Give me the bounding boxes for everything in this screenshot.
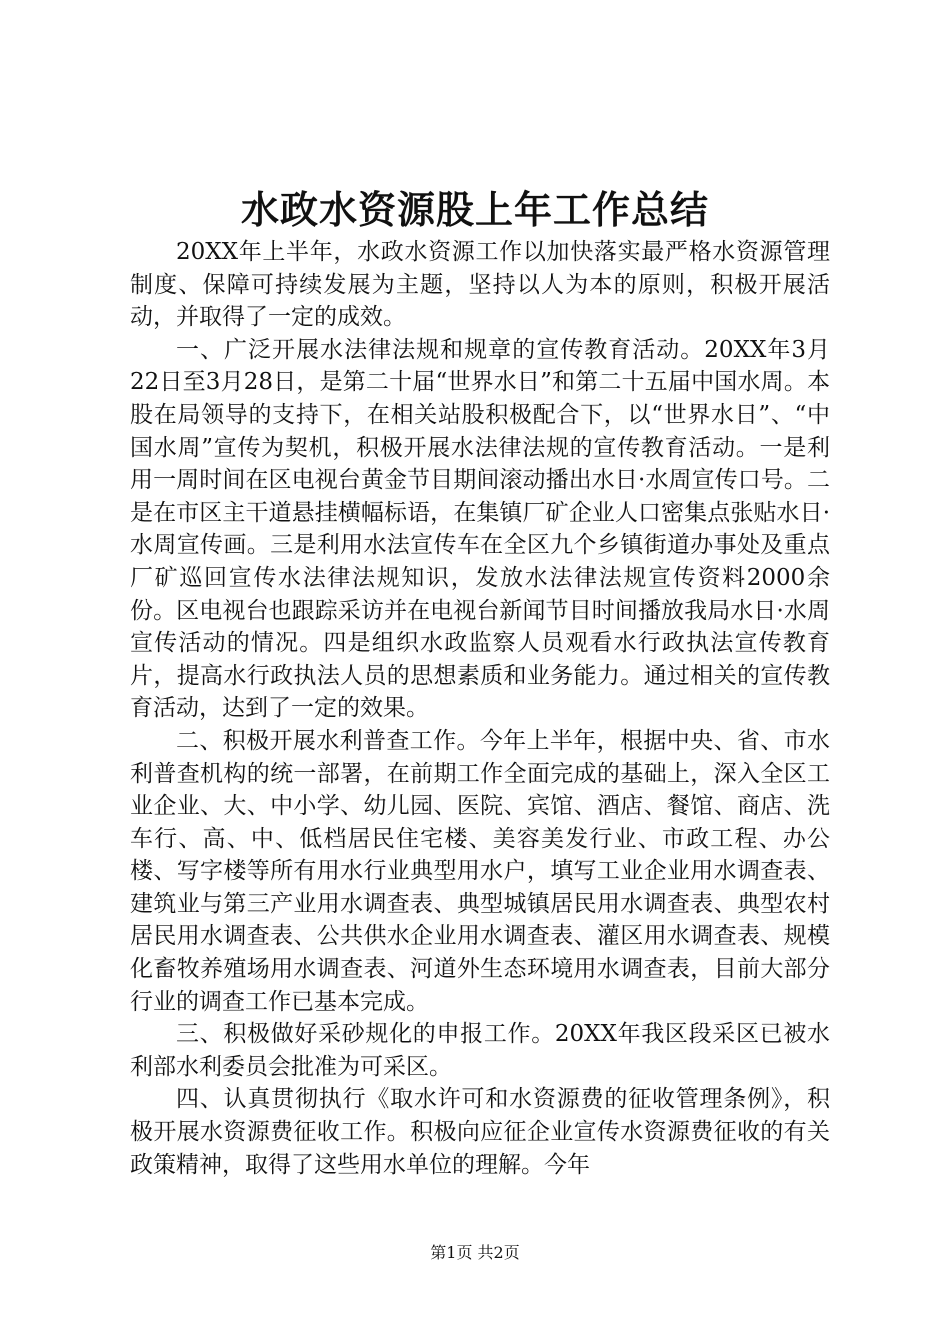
- paragraph-intro: 20XX年上半年，水政水资源工作以加快落实最严格水资源管理制度、保障可持续发展为主题，坚持以人为本的原则，积极开展活动，并取得了一定的成效。: [130, 239, 830, 331]
- document-body: [130, 236, 830, 1181]
- paragraph-section-3: 三、积极做好采砂规化的申报工作。20XX年我区段采区已被水利部水利委员会批准为可采区。: [130, 1021, 830, 1080]
- page-number-footer: 第1页 共2页: [430, 1243, 520, 1262]
- paragraph-section-1: 一、广泛开展水法律法规和规章的宣传教育活动。20XX年3月22日至3月28日，是第二十届“世界水日”和第二十五届中国水周。本股在局领导的支持下，在相关站股积极配合下，以“世界水日”、“中国水周”宣传为契机，积极开展水法律法规的宣传教育活动。一是利用一周时间在区电视台黄金节目期间滚动播出水日·水周宣传口号。二是在市区主干道悬挂横幅标语，在集镇厂矿企业人口密集点张贴水日·水周宣传画。三是利用水法宣传车在全区九个乡镇街道办事处及重点厂矿巡回宣传水法律法规知识，发放水法律法规宣传资料2000余份。区电视台也跟踪采访并在电视台新闻节目时间播放我局水日·水周宣传活动的情况。四是组织水政监察人员观看水行政执法宣传教育片，提高水行政执法人员的思想素质和业务能力。通过相关的宣传教育活动，达到了一定的效果。: [130, 336, 830, 722]
- paragraph-section-4: 四、认真贯彻执行《取水许可和水资源费的征收管理条例》，积极开展水资源费征收工作。积极向应征企业宣传水资源费征收的有关政策精神，取得了这些用水单位的理解。今年: [130, 1086, 830, 1178]
- document-title: 水政水资源股上年工作总结: [240, 187, 709, 232]
- paragraph-section-2: 二、积极开展水利普查工作。今年上半年，根据中央、省、市水利普查机构的统一部署，在前期工作全面完成的基础上，深入全区工业企业、大、中小学、幼儿园、医院、宾馆、酒店、餐馆、商店、洗车行、高、中、低档居民住宅楼、美容美发行业、市政工程、办公楼、写字楼等所有用水行业典型用水户，填写工业企业用水调查表、建筑业与第三产业用水调查表、典型城镇居民用水调查表、典型农村居民用水调查表、公共供水企业用水调查表、灌区用水调查表、规模化畜牧养殖场用水调查表、河道外生态环境用水调查表，目前大部分行业的调查工作已基本完成。: [130, 727, 830, 1015]
